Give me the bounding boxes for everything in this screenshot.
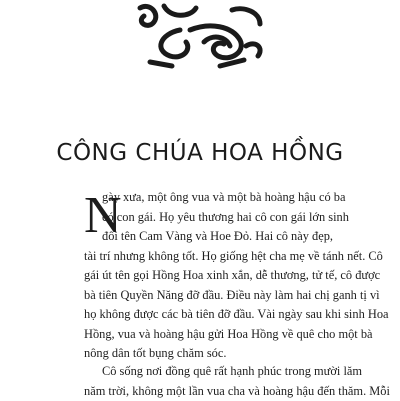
paragraph-1 (84, 188, 376, 364)
text-line: Cô sống nơi đồng quê rất hạnh phúc trong mười lăm (84, 362, 376, 382)
text-line: tài trí nhưng không tốt. Họ giống hệt cha mẹ về tánh nết. Cô (84, 247, 376, 267)
text-line: bà tiên Quyền Năng đỡ đầu. Điều này làm hai chị ganh tị vì (84, 286, 376, 306)
text-line: Hồng, vua và hoàng hậu gửi Hoa Hồng về quê cho một bà (84, 325, 376, 345)
text-line: nông dân tốt bụng chăm sóc. (84, 344, 376, 364)
drop-cap: N (84, 190, 122, 242)
text-line: họ không được các bà tiên đỡ đầu. Vài ngày sau khi sinh Hoa (84, 305, 376, 325)
paragraph-2 (84, 362, 376, 401)
text-line: năm trời, không một lần vua cha và hoàng hậu đến thăm. Mỗi (84, 382, 376, 401)
chapter-title: CÔNG CHÚA HOA HỒNG (0, 140, 400, 166)
text-line: gái út tên gọi Hồng Hoa xinh xắn, dễ thương, tử tế, cô được (84, 266, 376, 286)
text-line: có con gái. Họ yêu thương hai cô con gái lớn sinh (84, 208, 376, 228)
text-line: đôi tên Cam Vàng và Hoe Đỏ. Hai cô này đẹp, (84, 227, 376, 247)
text-line: gày xưa, một ông vua và một bà hoàng hậu có ba (84, 188, 376, 208)
ornament-dragon-icon (120, 0, 280, 72)
